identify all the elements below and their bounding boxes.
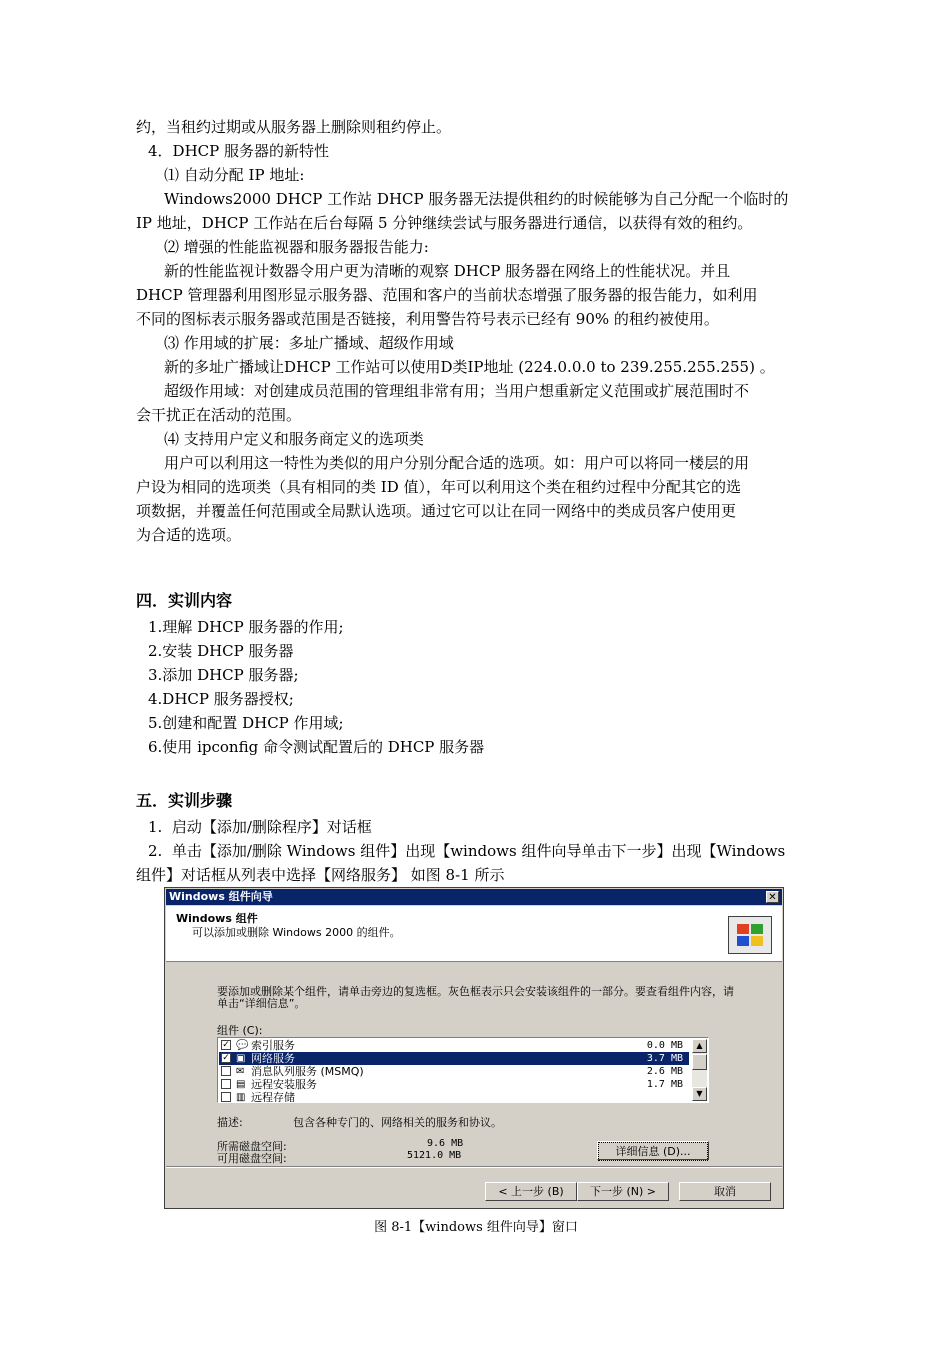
scroll-thumb[interactable] [692, 1054, 707, 1070]
list-item[interactable]: ✓ ▣ 网络服务 3.7 MB [219, 1052, 689, 1065]
checkbox[interactable] [221, 1066, 231, 1076]
paragraph-line: 新的多址广播域让DHCP 工作站可以使用D类IP地址 (224.0.0.0 to 239.255.255.255) 。 [164, 358, 775, 376]
paragraph-line: IP 地址，DHCP 工作站在后台每隔 5 分钟继续尝试与服务器进行通信，以获得有效的租约。 [136, 214, 753, 232]
available-space-value: 5121.0 MB [407, 1150, 462, 1161]
scroll-down-icon[interactable]: ▼ [692, 1087, 707, 1101]
available-space-label: 可用磁盘空间: [217, 1152, 287, 1165]
network-services-icon: ▣ [236, 1053, 246, 1064]
paragraph-line: 为合适的选项。 [136, 526, 242, 544]
paragraph-line: 不同的图标表示服务器或范围是否链接，利用警告符号表示已经有 90% 的租约被使用。 [136, 310, 719, 328]
list-item: 4.DHCP 服务器授权; [148, 690, 294, 708]
list-item: 1.理解 DHCP 服务器的作用; [148, 618, 344, 636]
dialog-title: Windows 组件向导 [169, 890, 273, 903]
subheading: ⑷ 支持用户定义和服务商定义的选项类 [164, 430, 424, 448]
list-item: 6.使用 ipconfig 命令测试配置后的 DHCP 服务器 [148, 738, 485, 756]
cancel-button[interactable]: 取消 [679, 1182, 771, 1201]
list-item: 1. 启动【添加/删除程序】对话框 [148, 818, 372, 836]
header-subtitle: 可以添加或删除 Windows 2000 的组件。 [192, 926, 401, 939]
list-item[interactable]: ▤ 远程安装服务 1.7 MB [219, 1078, 689, 1091]
checkbox[interactable] [221, 1092, 231, 1102]
paragraph-line: 会干扰正在活动的范围。 [136, 406, 302, 424]
index-service-icon: 💬 [236, 1040, 249, 1051]
checkbox[interactable] [221, 1079, 231, 1089]
back-button[interactable]: < 上一步 (B) [485, 1182, 577, 1201]
paragraph-line: 超级作用域：对创建成员范围的管理组非常有用；当用户想重新定义范围或扩展范围时不 [164, 382, 750, 400]
figure-caption: 图 8-1【windows 组件向导】窗口 [374, 1220, 578, 1235]
paragraph-line: 新的性能监视计数器令用户更为清晰的观察 DHCP 服务器在网络上的性能状况。并且 [164, 262, 731, 280]
section-heading: 五．实训步骤 [136, 791, 233, 810]
header-title: Windows 组件 [176, 912, 258, 925]
list-item: 组件】对话框从列表中选择【网络服务】 如图 8-1 所示 [136, 866, 505, 884]
list-item: 2.安装 DHCP 服务器 [148, 642, 294, 660]
checkbox[interactable]: ✓ [222, 1053, 230, 1063]
next-button[interactable]: 下一步 (N) > [577, 1182, 669, 1201]
subheading: ⑶ 作用域的扩展：多址广播域、超级作用域 [164, 334, 454, 352]
message-queue-icon: ✉ [236, 1066, 245, 1077]
close-icon[interactable]: ✕ [766, 891, 779, 903]
components-label: 组件 (C): [217, 1024, 263, 1037]
windows-logo-icon [728, 916, 772, 954]
paragraph-line: 项数据，并覆盖任何范围或全局默认选项。通过它可以让在同一网络中的类成员客户使用更 [136, 502, 737, 520]
paragraph-line: 用户可以利用这一特性为类似的用户分别分配合适的选项。如：用户可以将同一楼层的用 [164, 454, 750, 472]
description-text: 包含各种专门的、网络相关的服务和协议。 [293, 1116, 502, 1129]
wizard-header [166, 906, 782, 962]
instruction-text: 要添加或删除某个组件，请单击旁边的复选框。灰色框表示只会安装该组件的一部分。要查看组件内容，请单击“详细信息”。 [217, 985, 734, 1010]
paragraph-line: Windows2000 DHCP 工作站 DHCP 服务器无法提供租约的时候能够为自己分配一个临时的 [164, 190, 789, 208]
section-heading: 四．实训内容 [136, 591, 233, 610]
list-item[interactable]: ✓ 💬 索引服务 0.0 MB [222, 1039, 683, 1052]
paragraph-line: 户设为相同的选项类（具有相同的类 ID 值），年可以利用这个类在租约过程中分配其它的选 [136, 478, 741, 496]
scroll-up-icon[interactable]: ▲ [692, 1039, 707, 1053]
subheading: 4．DHCP 服务器的新特性 [148, 142, 329, 160]
description-label: 描述: [217, 1116, 243, 1129]
remote-install-icon: ▤ [236, 1079, 246, 1090]
subheading: ⑴ 自动分配 IP 地址: [164, 166, 305, 184]
required-space-value: 9.6 MB [427, 1138, 464, 1149]
wizard-dialog [164, 887, 784, 1209]
remote-storage-icon: ▥ [236, 1092, 246, 1103]
list-item: 3.添加 DHCP 服务器; [148, 666, 299, 684]
checkbox[interactable]: ✓ [222, 1040, 230, 1050]
list-item: 5.创建和配置 DHCP 作用域; [148, 714, 344, 732]
paragraph-line: DHCP 管理器利用图形显示服务器、范围和客户的当前状态增强了服务器的报告能力，如利用 [136, 286, 758, 304]
paragraph-line: 约，当租约过期或从服务器上删除则租约停止。 [136, 118, 452, 136]
subheading: ⑵ 增强的性能监视器和服务器报告能力: [164, 238, 429, 256]
list-item: 2. 单击【添加/删除 Windows 组件】出现【windows 组件向导单击下一步】出现【Windows [148, 842, 786, 860]
required-space-label: 所需磁盘空间: [217, 1140, 287, 1153]
list-item[interactable]: ▥ 远程存储 [219, 1091, 689, 1103]
divider [166, 1166, 782, 1168]
details-button[interactable]: 详细信息 (D)... [597, 1141, 709, 1160]
components-list[interactable] [217, 1037, 709, 1103]
list-item[interactable]: ✉ 消息队列服务 (MSMQ) 2.6 MB [219, 1065, 689, 1078]
dialog-titlebar [166, 889, 782, 905]
list-scrollbar[interactable] [692, 1039, 707, 1101]
